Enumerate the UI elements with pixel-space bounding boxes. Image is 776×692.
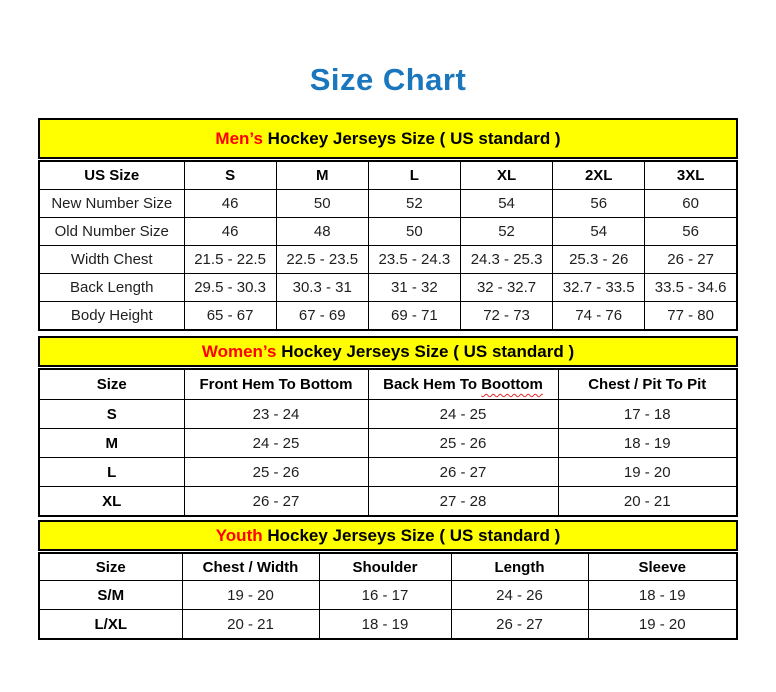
- table-cell: 20 - 21: [182, 610, 319, 640]
- column-header: Size: [39, 369, 184, 400]
- column-header: US Size: [39, 161, 184, 190]
- size-chart-tables: [38, 118, 738, 640]
- column-header: Length: [451, 553, 588, 581]
- row-label: S/M: [39, 581, 182, 610]
- row-label: XL: [39, 487, 184, 517]
- column-header: [368, 369, 558, 400]
- table-cell: 18 - 19: [319, 610, 451, 640]
- table-cell: 77 - 80: [645, 302, 737, 331]
- column-header-text: Back Hem To: [383, 376, 482, 393]
- youth-header-row: [39, 553, 737, 581]
- womens-header-row: [39, 369, 737, 400]
- mens-banner-text: Hockey Jerseys Size ( US standard ): [262, 129, 561, 148]
- column-header: XL: [460, 161, 552, 190]
- row-label: Body Height: [39, 302, 184, 331]
- womens-size-table: [38, 368, 738, 517]
- row-label: New Number Size: [39, 190, 184, 218]
- page-title: Size Chart: [309, 62, 467, 97]
- table-cell: 46: [184, 218, 276, 246]
- table-cell: 19 - 20: [588, 610, 737, 640]
- column-header: Size: [39, 553, 182, 581]
- mens-section-banner: [38, 118, 738, 159]
- table-row: [39, 458, 737, 487]
- column-header: Front Hem To Bottom: [184, 369, 368, 400]
- womens-banner-text: Hockey Jerseys Size ( US standard ): [276, 342, 575, 361]
- youth-size-table: [38, 552, 738, 640]
- table-cell: 54: [553, 218, 645, 246]
- table-row: [39, 581, 737, 610]
- table-cell: 30.3 - 31: [276, 274, 368, 302]
- column-header: Shoulder: [319, 553, 451, 581]
- column-header: Chest / Width: [182, 553, 319, 581]
- column-header: Sleeve: [588, 553, 737, 581]
- table-cell: 26 - 27: [368, 458, 558, 487]
- row-label: S: [39, 400, 184, 429]
- mens-header-row: [39, 161, 737, 190]
- table-cell: 26 - 27: [451, 610, 588, 640]
- table-row: [39, 487, 737, 517]
- table-cell: 32 - 32.7: [460, 274, 552, 302]
- table-row: [39, 302, 737, 331]
- table-cell: 65 - 67: [184, 302, 276, 331]
- table-cell: 24 - 26: [451, 581, 588, 610]
- youth-banner-highlight: Youth: [215, 526, 263, 545]
- row-label: M: [39, 429, 184, 458]
- table-cell: 27 - 28: [368, 487, 558, 517]
- table-row: [39, 400, 737, 429]
- table-cell: 20 - 21: [558, 487, 737, 517]
- table-row: [39, 274, 737, 302]
- table-cell: 50: [368, 218, 460, 246]
- womens-section-banner: [38, 336, 738, 367]
- table-row: [39, 610, 737, 640]
- column-header: M: [276, 161, 368, 190]
- table-cell: 46: [184, 190, 276, 218]
- womens-banner-highlight: Women’s: [201, 342, 277, 361]
- table-cell: 24 - 25: [368, 400, 558, 429]
- row-label: Width Chest: [39, 246, 184, 274]
- table-cell: 69 - 71: [368, 302, 460, 331]
- row-label: L/XL: [39, 610, 182, 640]
- table-row: [39, 246, 737, 274]
- table-cell: 54: [460, 190, 552, 218]
- mens-size-table: [38, 160, 738, 331]
- youth-section-banner: [38, 520, 738, 551]
- column-header: L: [368, 161, 460, 190]
- row-label: L: [39, 458, 184, 487]
- table-cell: 67 - 69: [276, 302, 368, 331]
- misspelled-word: Boottom: [481, 376, 543, 393]
- table-cell: 18 - 19: [588, 581, 737, 610]
- table-cell: 52: [460, 218, 552, 246]
- row-label: Old Number Size: [39, 218, 184, 246]
- table-cell: 21.5 - 22.5: [184, 246, 276, 274]
- table-cell: 23.5 - 24.3: [368, 246, 460, 274]
- column-header: 3XL: [645, 161, 737, 190]
- table-cell: 25 - 26: [368, 429, 558, 458]
- table-row: [39, 429, 737, 458]
- table-cell: 56: [645, 218, 737, 246]
- table-cell: 72 - 73: [460, 302, 552, 331]
- table-cell: 19 - 20: [182, 581, 319, 610]
- table-cell: 19 - 20: [558, 458, 737, 487]
- table-cell: 25.3 - 26: [553, 246, 645, 274]
- table-cell: 50: [276, 190, 368, 218]
- table-row: [39, 190, 737, 218]
- table-cell: 22.5 - 23.5: [276, 246, 368, 274]
- table-cell: 60: [645, 190, 737, 218]
- table-cell: 23 - 24: [184, 400, 368, 429]
- table-cell: 74 - 76: [553, 302, 645, 331]
- table-cell: 17 - 18: [558, 400, 737, 429]
- table-cell: 26 - 27: [184, 487, 368, 517]
- table-cell: 25 - 26: [184, 458, 368, 487]
- column-header: S: [184, 161, 276, 190]
- table-cell: 18 - 19: [558, 429, 737, 458]
- table-cell: 31 - 32: [368, 274, 460, 302]
- row-label: Back Length: [39, 274, 184, 302]
- youth-banner-text: Hockey Jerseys Size ( US standard ): [262, 526, 561, 545]
- mens-banner-highlight: Men’s: [215, 129, 263, 148]
- table-cell: 48: [276, 218, 368, 246]
- table-cell: 24.3 - 25.3: [460, 246, 552, 274]
- table-row: [39, 218, 737, 246]
- table-cell: 24 - 25: [184, 429, 368, 458]
- table-cell: 16 - 17: [319, 581, 451, 610]
- column-header: 2XL: [553, 161, 645, 190]
- table-cell: 56: [553, 190, 645, 218]
- table-cell: 29.5 - 30.3: [184, 274, 276, 302]
- table-cell: 52: [368, 190, 460, 218]
- table-cell: 26 - 27: [645, 246, 737, 274]
- table-cell: 33.5 - 34.6: [645, 274, 737, 302]
- column-header: Chest / Pit To Pit: [558, 369, 737, 400]
- table-cell: 32.7 - 33.5: [553, 274, 645, 302]
